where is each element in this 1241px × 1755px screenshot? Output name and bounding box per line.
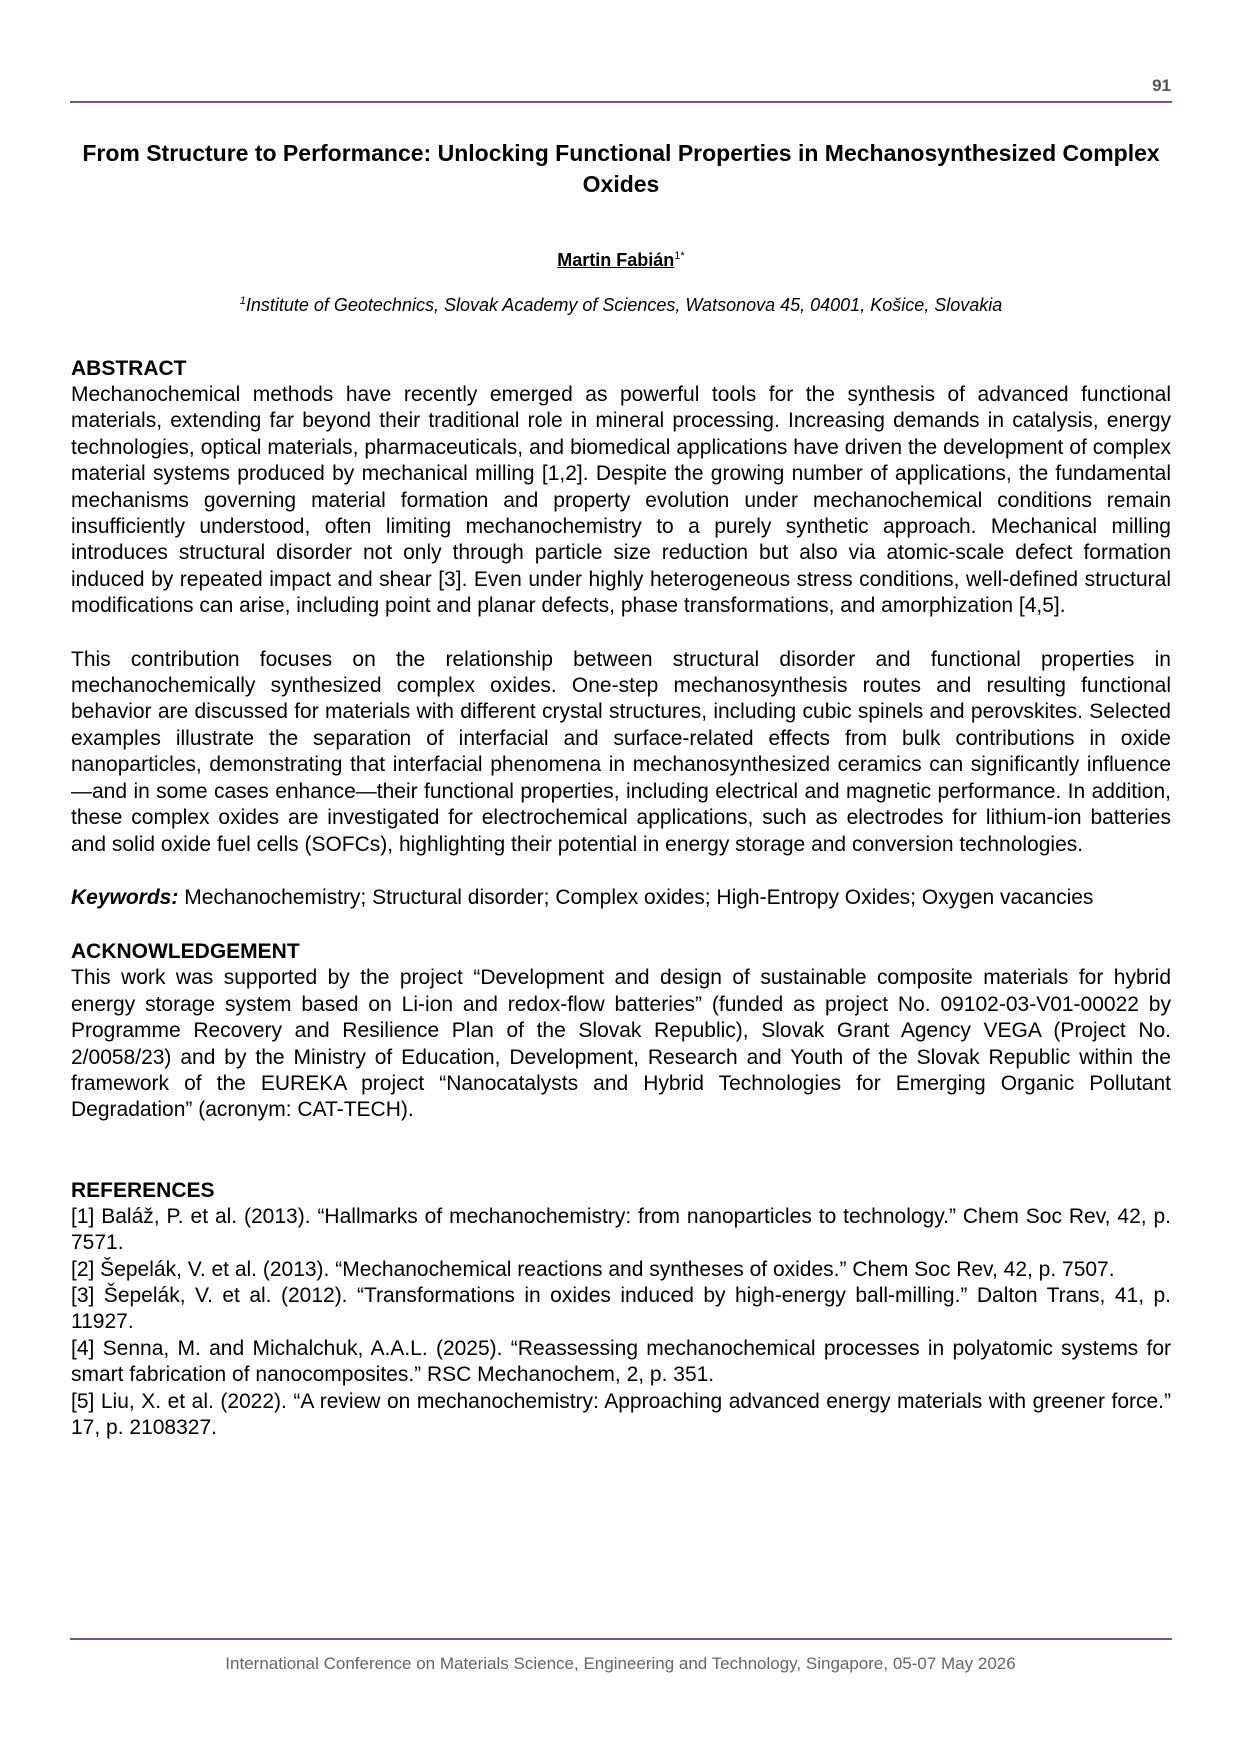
reference-item: [4] Senna, M. and Michalchuk, A.A.L. (2025). “Reassessing mechanochemical processes in polyatomic systems for smart fabrication of nanocomposites.” RSC Mechanochem, 2, p. 351. xyxy=(71,1336,1171,1387)
reference-item: [1] Baláž, P. et al. (2013). “Hallmarks of mechanochemistry: from nanoparticles to technology.” Chem Soc Rev, 42, p. 7571. xyxy=(71,1204,1171,1255)
footer-rule xyxy=(70,1638,1172,1640)
page-number: 91 xyxy=(1152,76,1171,95)
reference-item: [3] Šepelák, V. et al. (2012). “Transformations in oxides induced by high-energy ball-milling.” Dalton Trans, 41, p. 11927. xyxy=(71,1283,1171,1334)
author-superscript: 1* xyxy=(674,250,685,262)
affiliation-text: Institute of Geotechnics, Slovak Academy of Sciences, Watsonova 45, 04001, Košice, Slovakia xyxy=(245,295,1003,315)
author-name: Martin Fabián xyxy=(557,250,675,270)
abstract-section xyxy=(71,356,1171,911)
author-line xyxy=(71,250,1171,271)
acknowledgement-text: This work was supported by the project “Development and design of sustainable composite materials for hybrid energy storage system based on Li-ion and redox-flow batteries” (funded as project No. 09102-03-V01-00022 by Programme Recovery and Resilience Plan of the Slovak Republic), Slovak Grant Agency VEGA (Project No. 2/0058/23) and by the Ministry of Education, Development, Research and Youth of the Slovak Republic within the framework of the EUREKA project “Nanocatalysts and Hybrid Technologies for Emerging Organic Pollutant Degradation” (acronym: CAT-TECH). xyxy=(71,966,1171,1122)
affiliation-superscript: 1 xyxy=(239,295,246,307)
reference-item: [5] Liu, X. et al. (2022). “A review on mechanochemistry: Approaching advanced energy materials with greener force.” 17, p. 2108327. xyxy=(71,1389,1171,1439)
keywords-line xyxy=(71,885,1171,911)
abstract-paragraph-2: This contribution focuses on the relationship between structural disorder and functional properties in mechanochemically synthesized complex oxides. One-step mechanosynthesis routes and resulting functional behavior are discussed for materials with different crystal structures, including cubic spinels and perovskites. Selected examples illustrate the separation of interfacial and surface-related effects from bulk contributions in oxide nanoparticles, demonstrating that interfacial phenomena in mechanosynthesized ceramics can significantly influence—and in some cases enhance—their functional properties, including electrical and magnetic performance. In addition, these complex oxides are investigated for electrochemical applications, such as electrodes for lithium-ion batteries and solid oxide fuel cells (SOFCs), highlighting their potential in energy storage and conversion technologies. xyxy=(71,647,1171,856)
header-rule xyxy=(70,101,1172,103)
acknowledgement-section xyxy=(71,939,1171,1123)
paper-title: From Structure to Performance: Unlocking Functional Properties in Mechanosynthesized Complex Oxides xyxy=(82,140,1160,197)
references-heading: REFERENCES xyxy=(71,1178,215,1202)
paper-content xyxy=(71,138,1171,1441)
conference-footer: International Conference on Materials Science, Engineering and Technology, Singapore, 05-07 May 2026 xyxy=(225,1654,1016,1673)
abstract-heading: ABSTRACT xyxy=(71,357,187,380)
affiliation-line xyxy=(71,295,1171,316)
keywords-label: Keywords: xyxy=(71,885,179,909)
keywords-text: Mechanochemistry; Structural disorder; Complex oxides; High-Entropy Oxides; Oxygen vacancies xyxy=(184,885,1094,909)
acknowledgement-heading: ACKNOWLEDGEMENT xyxy=(71,940,300,964)
reference-item: [2] Šepelák, V. et al. (2013). “Mechanochemical reactions and syntheses of oxides.” Chem Soc Rev, 42, p. 7507. xyxy=(71,1257,1115,1281)
abstract-paragraph-1: Mechanochemical methods have recently emerged as powerful tools for the synthesis of advanced functional materials, extending far beyond their traditional role in mineral processing. Increasing demands in catalysis, energy technologies, optical materials, pharmaceuticals, and biomedical applications have driven the development of complex material systems produced by mechanical milling [1,2]. Despite the growing number of applications, the fundamental mechanisms governing material formation and property evolution under mechanochemical conditions remain insufficiently understood, often limiting mechanochemistry to a purely synthetic approach. Mechanical milling introduces structural disorder not only through particle size reduction but also via atomic-scale defect formation induced by repeated impact and shear [3]. Even under highly heterogeneous stress conditions, well-defined structural modifications can arise, including point and planar defects, phase transformations, and amorphization [4,5]. xyxy=(71,383,1171,618)
references-section xyxy=(71,1178,1171,1442)
